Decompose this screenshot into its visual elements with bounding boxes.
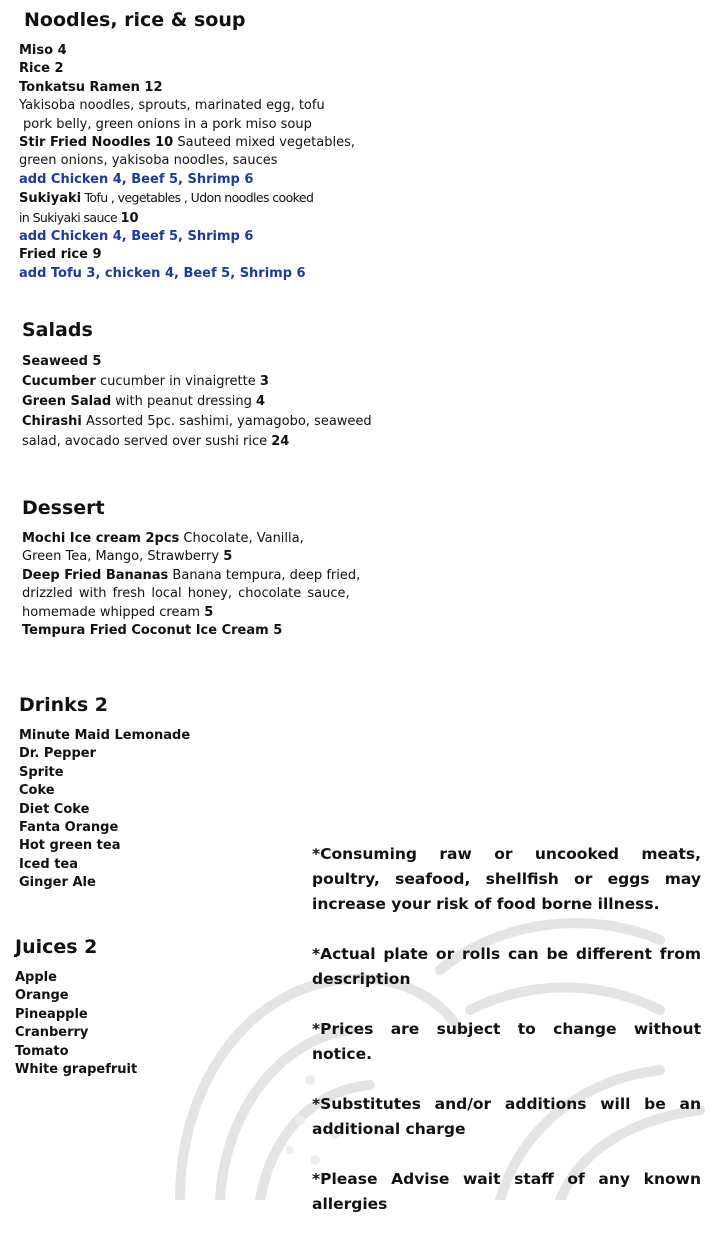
stir-fried-desc: Sauteed mixed vegetables, xyxy=(173,135,356,151)
chirashi-price: 24 xyxy=(271,434,290,449)
note-actual-plate: *Actual plate or rolls can be different from description xyxy=(312,945,701,988)
drink-item: Dr. Pepper xyxy=(19,746,96,762)
juice-item: Tomato xyxy=(15,1043,69,1059)
juice-item: White grapefruit xyxy=(15,1062,138,1078)
ramen-desc: pork belly, green onions in a pork miso soup xyxy=(23,116,312,132)
mochi-price: 5 xyxy=(223,549,233,565)
green-salad-name: Green Salad xyxy=(22,394,112,409)
miso-item: Miso 4 xyxy=(19,43,67,58)
green-salad-desc: with peanut dressing xyxy=(111,394,257,409)
noodles-title: Noodles, rice & soup xyxy=(24,9,246,31)
sukiyaki-desc: Tofu , vegetables , Udon noodles cooked xyxy=(81,190,314,206)
disclaimer-notes xyxy=(312,842,701,1242)
mochi-name: Mochi Ice cream 2pcs xyxy=(22,531,180,546)
bananas-desc: drizzled with fresh local honey, chocolate sauce, xyxy=(22,586,350,602)
juice-item: Pineapple xyxy=(15,1006,88,1022)
mochi-desc: Green Tea, Mango, Strawberry xyxy=(22,549,224,565)
chirashi-item xyxy=(22,412,372,432)
fried-rice-addons: add Tofu 3, chicken 4, Beef 5, Shrimp 6 xyxy=(19,265,306,281)
juices-list xyxy=(15,969,137,1079)
seaweed-item: Seaweed 5 xyxy=(22,354,102,369)
mochi-desc-line xyxy=(22,548,362,566)
note-allergies: *Please Advise wait staff of any known allergies xyxy=(312,1170,701,1213)
chirashi-desc: salad, avocado served over sushi rice xyxy=(22,434,272,449)
stir-fried-item xyxy=(19,134,355,152)
coconut-item: Tempura Fried Coconut Ice Cream 5 xyxy=(22,623,283,639)
noodles-section xyxy=(24,8,245,32)
noodles-list xyxy=(19,42,355,283)
chirashi-desc: Assorted 5pc. sashimi, yamagobo, seaweed xyxy=(81,414,372,429)
note-prices: *Prices are subject to change without notice. xyxy=(312,1020,701,1063)
drinks-section xyxy=(19,693,108,717)
bananas-desc: homemade whipped cream xyxy=(22,604,205,620)
juices-title: Juices 2 xyxy=(15,936,98,958)
sukiyaki-name: Sukiyaki xyxy=(19,191,82,207)
green-salad-price: 4 xyxy=(256,394,266,409)
drink-item: Fanta Orange xyxy=(19,820,119,836)
bananas-item xyxy=(22,567,362,585)
stir-fried-name: Stir Fried Noodles 10 xyxy=(19,135,174,151)
rice-item: Rice 2 xyxy=(19,61,64,77)
bananas-desc: Banana tempura, deep fried, xyxy=(168,567,361,583)
salads-list xyxy=(22,352,372,452)
bananas-desc-line xyxy=(22,604,362,622)
cucumber-desc: cucumber in vinaigrette xyxy=(95,374,260,389)
dessert-title: Dessert xyxy=(22,497,105,519)
ramen-desc: Yakisoba noodles, sprouts, marinated egg, tofu xyxy=(19,98,325,114)
sukiyaki-price: 10 xyxy=(120,210,139,226)
cucumber-name: Cucumber xyxy=(22,374,96,389)
juice-item: Orange xyxy=(15,988,69,1004)
green-salad-item xyxy=(22,392,372,412)
stir-fried-desc: green onions, yakisoba noodles, sauces xyxy=(19,153,278,169)
sukiyaki-desc: in Sukiyaki sauce xyxy=(19,209,121,225)
bananas-price: 5 xyxy=(204,604,214,620)
note-substitutes: *Substitutes and/or additions will be an additional charge xyxy=(312,1095,701,1138)
drink-item: Diet Coke xyxy=(19,801,90,817)
drink-item: Sprite xyxy=(19,764,64,780)
dessert-section xyxy=(22,496,105,520)
sukiyaki-addons: add Chicken 4, Beef 5, Shrimp 6 xyxy=(19,229,254,245)
fried-rice-item: Fried rice 9 xyxy=(19,247,102,263)
note-raw-food: *Consuming raw or uncooked meats, poultry, seafood, shellfish or eggs may increase your risk of food borne illness. xyxy=(312,845,701,913)
cucumber-price: 3 xyxy=(259,374,269,389)
sukiyaki-desc-line xyxy=(19,209,355,228)
sukiyaki-item xyxy=(19,189,355,208)
drink-item: Coke xyxy=(19,783,55,799)
chirashi-name: Chirashi xyxy=(22,414,82,429)
dessert-list xyxy=(22,530,362,640)
juice-item: Cranberry xyxy=(15,1025,89,1041)
drink-item: Minute Maid Lemonade xyxy=(19,728,191,743)
ramen-name: Tonkatsu Ramen 12 xyxy=(19,79,163,95)
salads-section xyxy=(22,318,93,342)
drink-item: Iced tea xyxy=(19,856,78,872)
drink-item: Hot green tea xyxy=(19,838,121,854)
drinks-list xyxy=(19,727,190,893)
juice-item: Apple xyxy=(15,970,57,985)
mochi-desc: Chocolate, Vanilla, xyxy=(179,531,304,546)
bananas-name: Deep Fried Bananas xyxy=(22,567,169,583)
stir-fried-addons: add Chicken 4, Beef 5, Shrimp 6 xyxy=(19,171,254,187)
chirashi-desc-line xyxy=(22,432,372,452)
salads-title: Salads xyxy=(22,319,93,341)
drinks-title: Drinks 2 xyxy=(19,694,108,716)
juices-section xyxy=(15,935,97,959)
mochi-item xyxy=(22,530,362,548)
drink-item: Ginger Ale xyxy=(19,875,96,891)
cucumber-item xyxy=(22,372,372,392)
